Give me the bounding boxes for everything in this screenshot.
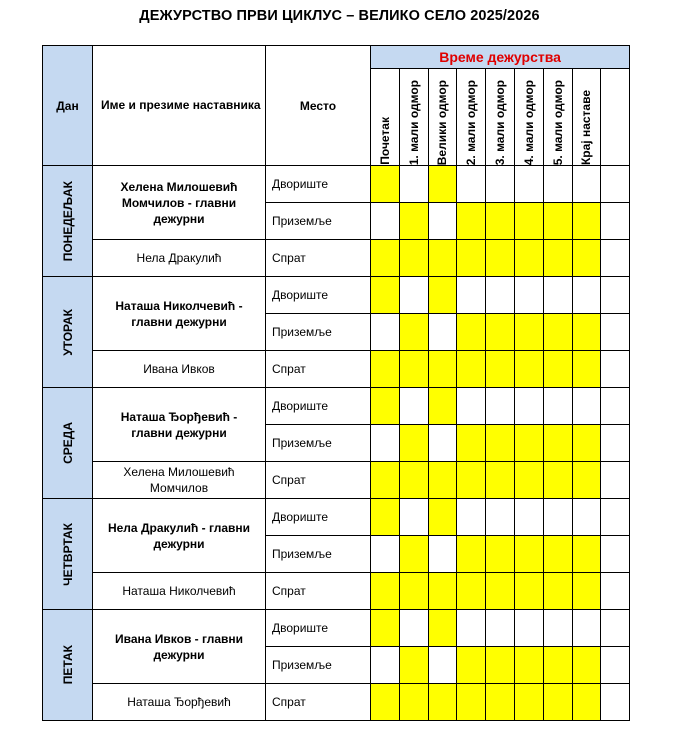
duty-slot-empty xyxy=(543,166,572,203)
header-day: Дан xyxy=(43,46,93,166)
place-cell: Приземље xyxy=(266,536,371,573)
duty-slot-empty xyxy=(399,277,428,314)
duty-slot-assigned xyxy=(514,314,543,351)
main-teacher-name: Ивана Ивков - главни дежурни xyxy=(93,610,266,684)
second-teacher-name: Хелена Милошевић Момчилов xyxy=(93,462,266,499)
day-cell xyxy=(43,499,93,610)
place-cell: Двориште xyxy=(266,277,371,314)
duty-slot-assigned xyxy=(543,684,572,721)
place-cell: Спрат xyxy=(266,684,371,721)
duty-slot-assigned xyxy=(486,573,515,610)
duty-slot-empty xyxy=(572,388,601,425)
duty-slot-assigned xyxy=(457,684,486,721)
day-label: ПЕТАК xyxy=(60,645,75,685)
duty-slot-empty xyxy=(514,166,543,203)
duty-slot-empty xyxy=(601,203,630,240)
duty-slot-assigned xyxy=(514,240,543,277)
place-cell: Приземље xyxy=(266,314,371,351)
place-cell: Спрат xyxy=(266,240,371,277)
second-teacher-name: Нела Дракулић xyxy=(93,240,266,277)
duty-slot-empty xyxy=(601,240,630,277)
duty-slot-assigned xyxy=(371,240,400,277)
place-cell: Двориште xyxy=(266,610,371,647)
duty-slot-assigned xyxy=(457,425,486,462)
place-cell: Двориште xyxy=(266,388,371,425)
time-slot-label: 5. мали одмор xyxy=(550,79,565,165)
second-teacher-name: Наташа Ђорђевић xyxy=(93,684,266,721)
time-slot-header xyxy=(514,69,543,166)
table-row xyxy=(43,166,630,203)
place-cell: Спрат xyxy=(266,462,371,499)
duty-slot-assigned xyxy=(514,647,543,684)
duty-slot-assigned xyxy=(543,240,572,277)
time-slot-label: Крај наставе xyxy=(579,89,594,165)
duty-slot-assigned xyxy=(486,240,515,277)
duty-slot-empty xyxy=(486,610,515,647)
duty-slot-assigned xyxy=(428,240,457,277)
duty-slot-empty xyxy=(399,388,428,425)
duty-slot-empty xyxy=(543,499,572,536)
duty-slot-assigned xyxy=(514,684,543,721)
duty-slot-empty xyxy=(486,499,515,536)
time-slot-header xyxy=(399,69,428,166)
place-cell: Приземље xyxy=(266,203,371,240)
duty-slot-assigned xyxy=(514,425,543,462)
duty-slot-empty xyxy=(514,388,543,425)
header-teacher-name: Име и презиме наставника xyxy=(93,46,266,166)
duty-slot-empty xyxy=(601,314,630,351)
duty-slot-assigned xyxy=(514,536,543,573)
place-cell: Приземље xyxy=(266,647,371,684)
place-cell: Спрат xyxy=(266,351,371,388)
duty-slot-empty xyxy=(601,425,630,462)
time-slot-label: Почетак xyxy=(377,117,392,165)
duty-slot-assigned xyxy=(371,684,400,721)
day-cell xyxy=(43,277,93,388)
duty-slot-assigned xyxy=(371,388,400,425)
duty-slot-empty xyxy=(371,536,400,573)
duty-slot-assigned xyxy=(486,314,515,351)
duty-slot-assigned xyxy=(486,351,515,388)
day-label: УТОРАК xyxy=(60,308,75,356)
second-teacher-name: Ивана Ивков xyxy=(93,351,266,388)
table-row xyxy=(43,388,630,425)
duty-slot-assigned xyxy=(514,203,543,240)
duty-slot-assigned xyxy=(486,462,515,499)
duty-slot-assigned xyxy=(572,647,601,684)
duty-slot-assigned xyxy=(486,425,515,462)
duty-slot-assigned xyxy=(399,314,428,351)
time-slot-label: 4. мали одмор xyxy=(521,79,536,165)
duty-slot-assigned xyxy=(371,462,400,499)
time-slot-header xyxy=(371,69,400,166)
duty-slot-empty xyxy=(371,647,400,684)
day-cell xyxy=(43,388,93,499)
duty-slot-assigned xyxy=(486,203,515,240)
duty-slot-assigned xyxy=(457,351,486,388)
duty-slot-empty xyxy=(601,684,630,721)
table-row xyxy=(43,684,630,721)
duty-slot-empty xyxy=(428,647,457,684)
duty-slot-empty xyxy=(428,314,457,351)
duty-slot-assigned xyxy=(457,536,486,573)
duty-slot-assigned xyxy=(371,610,400,647)
duty-slot-assigned xyxy=(457,203,486,240)
duty-slot-assigned xyxy=(572,240,601,277)
schedule-body xyxy=(43,166,630,721)
day-label: ПОНЕДЕЉАК xyxy=(60,180,75,262)
time-slot-header xyxy=(572,69,601,166)
table-row xyxy=(43,499,630,536)
duty-slot-assigned xyxy=(543,203,572,240)
duty-slot-empty xyxy=(514,610,543,647)
duty-slot-empty xyxy=(399,166,428,203)
duty-slot-empty xyxy=(371,314,400,351)
duty-slot-assigned xyxy=(572,203,601,240)
duty-slot-assigned xyxy=(543,462,572,499)
duty-slot-empty xyxy=(428,536,457,573)
duty-slot-assigned xyxy=(543,314,572,351)
duty-slot-empty xyxy=(601,166,630,203)
duty-slot-empty xyxy=(543,610,572,647)
duty-slot-empty xyxy=(514,499,543,536)
day-cell xyxy=(43,610,93,721)
duty-slot-assigned xyxy=(371,166,400,203)
time-slot-header xyxy=(486,69,515,166)
duty-slot-assigned xyxy=(514,462,543,499)
table-row xyxy=(43,462,630,499)
duty-slot-assigned xyxy=(486,536,515,573)
duty-slot-assigned xyxy=(399,240,428,277)
duty-slot-empty xyxy=(601,647,630,684)
duty-slot-empty xyxy=(601,610,630,647)
time-slot-label: 1. мали одмор xyxy=(406,79,421,165)
duty-slot-assigned xyxy=(399,351,428,388)
duty-slot-assigned xyxy=(399,647,428,684)
duty-slot-empty xyxy=(399,610,428,647)
duty-slot-empty xyxy=(572,166,601,203)
duty-slot-assigned xyxy=(572,351,601,388)
table-row xyxy=(43,240,630,277)
time-slot-header xyxy=(428,69,457,166)
time-slot-label: 2. мали одмор xyxy=(464,79,479,165)
day-label: СРЕДА xyxy=(60,422,75,464)
header-place: Место xyxy=(266,46,371,166)
day-cell xyxy=(43,166,93,277)
duty-slot-empty xyxy=(601,536,630,573)
duty-slot-assigned xyxy=(399,684,428,721)
duty-slot-empty xyxy=(486,166,515,203)
duty-slot-assigned xyxy=(572,684,601,721)
duty-slot-empty xyxy=(371,203,400,240)
place-cell: Двориште xyxy=(266,499,371,536)
time-slot-label: Велики одмор xyxy=(435,79,450,165)
duty-slot-empty xyxy=(601,462,630,499)
time-slot-header xyxy=(601,69,630,166)
duty-slot-assigned xyxy=(371,277,400,314)
duty-slot-empty xyxy=(428,203,457,240)
duty-slot-empty xyxy=(486,388,515,425)
duty-slot-assigned xyxy=(457,647,486,684)
duty-slot-assigned xyxy=(428,166,457,203)
duty-slot-empty xyxy=(486,277,515,314)
duty-slot-assigned xyxy=(399,462,428,499)
duty-slot-assigned xyxy=(514,351,543,388)
duty-slot-empty xyxy=(514,277,543,314)
duty-slot-assigned xyxy=(572,536,601,573)
second-teacher-name: Наташа Николчевић xyxy=(93,573,266,610)
duty-slot-empty xyxy=(601,277,630,314)
duty-slot-empty xyxy=(601,573,630,610)
duty-slot-empty xyxy=(572,499,601,536)
table-row xyxy=(43,610,630,647)
main-teacher-name: Наташа Ђорђевић - главни дежурни xyxy=(93,388,266,462)
duty-slot-assigned xyxy=(572,314,601,351)
duty-slot-empty xyxy=(371,425,400,462)
duty-slot-assigned xyxy=(371,573,400,610)
main-teacher-name: Нела Дракулић - главни дежурни xyxy=(93,499,266,573)
duty-slot-empty xyxy=(457,610,486,647)
duty-slot-assigned xyxy=(457,573,486,610)
duty-slot-assigned xyxy=(428,351,457,388)
duty-slot-empty xyxy=(543,277,572,314)
duty-slot-assigned xyxy=(457,462,486,499)
main-teacher-name: Наташа Николчевић - главни дежурни xyxy=(93,277,266,351)
duty-slot-assigned xyxy=(371,351,400,388)
duty-slot-empty xyxy=(601,388,630,425)
day-label: ЧЕТВРТАК xyxy=(60,522,75,586)
duty-slot-assigned xyxy=(428,499,457,536)
duty-slot-assigned xyxy=(399,425,428,462)
duty-slot-assigned xyxy=(428,462,457,499)
duty-slot-assigned xyxy=(543,573,572,610)
place-cell: Двориште xyxy=(266,166,371,203)
duty-slot-assigned xyxy=(428,684,457,721)
time-slot-header xyxy=(457,69,486,166)
duty-slot-assigned xyxy=(543,647,572,684)
place-cell: Спрат xyxy=(266,573,371,610)
duty-slot-assigned xyxy=(572,462,601,499)
duty-schedule-table xyxy=(42,45,630,721)
duty-slot-assigned xyxy=(371,499,400,536)
time-slot-header xyxy=(543,69,572,166)
duty-slot-empty xyxy=(399,499,428,536)
duty-slot-assigned xyxy=(399,573,428,610)
duty-slot-assigned xyxy=(543,536,572,573)
main-teacher-name: Хелена Милошевић Момчилов - главни дежурни xyxy=(93,166,266,240)
duty-slot-assigned xyxy=(428,573,457,610)
duty-slot-empty xyxy=(457,388,486,425)
duty-slot-assigned xyxy=(543,425,572,462)
duty-slot-assigned xyxy=(514,573,543,610)
duty-slot-empty xyxy=(601,499,630,536)
table-row xyxy=(43,351,630,388)
duty-slot-assigned xyxy=(543,351,572,388)
duty-slot-assigned xyxy=(572,573,601,610)
duty-slot-assigned xyxy=(428,610,457,647)
table-row xyxy=(43,277,630,314)
duty-slot-assigned xyxy=(457,314,486,351)
duty-slot-assigned xyxy=(399,536,428,573)
duty-slot-empty xyxy=(543,388,572,425)
duty-slot-empty xyxy=(457,499,486,536)
time-slot-label: 3. мали одмор xyxy=(493,79,508,165)
table-row xyxy=(43,573,630,610)
header-duty-time: Време дежурства xyxy=(371,46,630,69)
duty-slot-empty xyxy=(428,425,457,462)
duty-slot-assigned xyxy=(399,203,428,240)
duty-slot-empty xyxy=(572,610,601,647)
duty-slot-empty xyxy=(572,277,601,314)
duty-slot-assigned xyxy=(457,240,486,277)
duty-slot-empty xyxy=(457,277,486,314)
duty-slot-empty xyxy=(457,166,486,203)
place-cell: Приземље xyxy=(266,425,371,462)
duty-slot-assigned xyxy=(572,425,601,462)
duty-slot-assigned xyxy=(486,684,515,721)
duty-slot-assigned xyxy=(428,277,457,314)
duty-slot-empty xyxy=(601,351,630,388)
duty-slot-assigned xyxy=(486,647,515,684)
duty-slot-assigned xyxy=(428,388,457,425)
document-title: ДЕЖУРСТВО ПРВИ ЦИКЛУС – ВЕЛИКО СЕЛО 2025/2026 xyxy=(139,8,540,24)
